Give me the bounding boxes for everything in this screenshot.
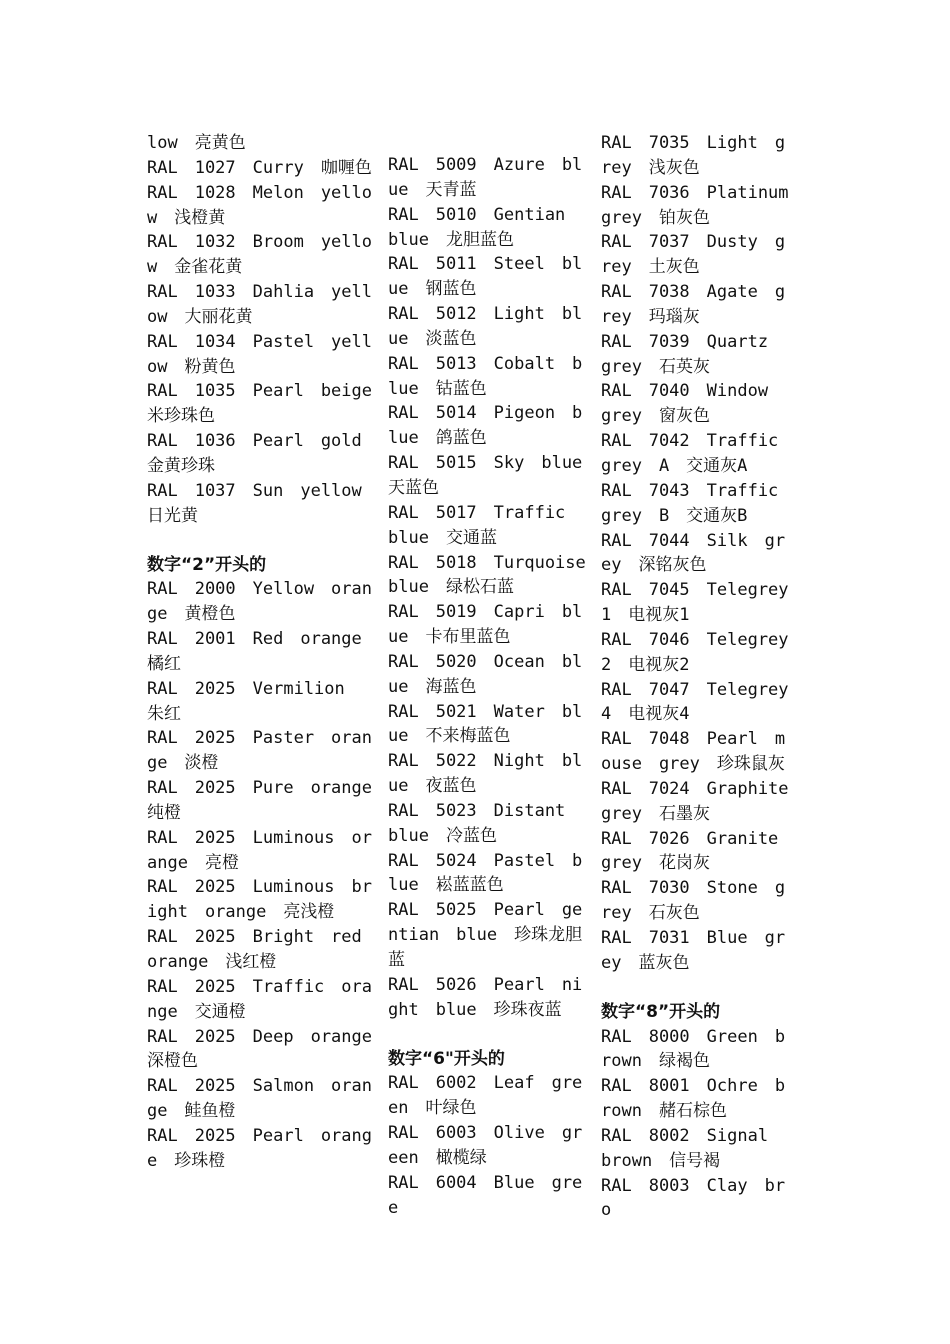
color-entry: RAL 6002 Leaf green 叶绿色 xyxy=(388,1073,583,1119)
color-entry: RAL 5009 Azure blue 天青蓝 xyxy=(388,155,583,200)
color-entry: RAL 2025 Traffic orange 交通橙 xyxy=(147,976,372,1022)
color-entry: RAL 2025 Deep orange 深橙色 xyxy=(147,1026,389,1072)
color-entry: RAL 7045 Telegrey 1 电视灰1 xyxy=(601,580,806,626)
color-entry: RAL 7040 Window grey 窗灰色 xyxy=(601,381,786,427)
color-entry: RAL 2025 Pure orange 纯橙 xyxy=(147,778,389,823)
color-entry: RAL 7038 Agate grey 玛瑙灰 xyxy=(601,282,786,327)
color-entry: RAL 7037 Dusty grey 土灰色 xyxy=(601,232,786,278)
color-entry: RAL 2025 Salmon orange 鲑鱼橙 xyxy=(147,1076,372,1122)
color-entry: RAL 8003 Clay bro xyxy=(601,1175,786,1221)
color-entry: RAL 5015 Sky blue 天蓝色 xyxy=(388,453,600,498)
color-entry: RAL 8000 Green brown 绿褐色 xyxy=(601,1026,786,1072)
color-entry: RAL 7047 Telegrey 4 电视灰4 xyxy=(601,679,806,725)
color-entry: RAL 1037 Sun yellow 日光黄 xyxy=(147,480,379,526)
color-entry: RAL 6003 Olive green 橄榄绿 xyxy=(388,1123,583,1168)
color-entry: RAL 2025 Bright red orange 浅红橙 xyxy=(147,927,379,972)
color-entry: RAL 2025 Luminous orange 亮橙 xyxy=(147,827,372,873)
section-heading: 数字“2”开头的 xyxy=(147,554,267,575)
color-entry: RAL 5025 Pearl gentian blue 珍珠龙胆蓝 xyxy=(388,900,583,970)
color-entry: RAL 5013 Cobalt blue 钴蓝色 xyxy=(388,353,583,399)
color-entry: RAL 5010 Gentian blue 龙胆蓝色 xyxy=(388,204,583,250)
color-entry: RAL 1033 Dahlia yellow 大丽花黄 xyxy=(147,282,372,327)
color-entry: RAL 5017 Traffic blue 交通蓝 xyxy=(388,502,583,548)
color-entry: RAL 7043 Traffic grey B 交通灰B xyxy=(601,480,796,526)
column-1 xyxy=(147,131,389,1174)
color-entry: RAL 1032 Broom yellow 金雀花黄 xyxy=(147,232,372,278)
color-entry: RAL 7048 Pearl mouse grey 珍珠鼠灰 xyxy=(601,729,786,775)
color-entry: RAL 5023 Distant blue 冷蓝色 xyxy=(388,800,583,846)
color-entry: RAL 7036 Platinum grey 铂灰色 xyxy=(601,182,806,228)
color-entry: RAL 1035 Pearl beige 米珍珠色 xyxy=(147,381,389,427)
color-entry: RAL 5026 Pearl night blue 珍珠夜蓝 xyxy=(388,974,583,1020)
color-entry: RAL 8002 Signal brown 信号褐 xyxy=(601,1125,786,1171)
color-entry: RAL 2025 Luminous bright orange 亮浅橙 xyxy=(147,877,372,923)
color-entry: RAL 5022 Night blue 夜蓝色 xyxy=(388,751,583,797)
color-entry: RAL 1034 Pastel yellow 粉黄色 xyxy=(147,331,372,377)
section-heading: 数字“6"开头的 xyxy=(388,1048,505,1069)
color-entry: RAL 7024 Graphite grey 石墨灰 xyxy=(601,778,806,824)
color-entry: RAL 6004 Blue gree xyxy=(388,1172,583,1218)
color-entry: RAL 7042 Traffic grey A 交通灰A xyxy=(601,431,796,476)
color-entry: RAL 7030 Stone grey 石灰色 xyxy=(601,878,786,924)
color-entry: RAL 5014 Pigeon blue 鸽蓝色 xyxy=(388,403,583,449)
color-entry: RAL 5012 Light blue 淡蓝色 xyxy=(388,304,583,349)
color-entry: RAL 5020 Ocean blue 海蓝色 xyxy=(388,651,583,697)
color-entry: RAL 5011 Steel blue 钢蓝色 xyxy=(388,254,583,300)
color-entry: RAL 1036 Pearl gold 金黄珍珠 xyxy=(147,431,379,476)
color-entry: RAL 2025 Paster orange 淡橙 xyxy=(147,728,372,774)
color-entry: RAL 5018 Turquoise blue 绿松石蓝 xyxy=(388,552,603,598)
color-entry: RAL 8001 Ochre brown 赭石棕色 xyxy=(601,1076,786,1122)
color-entry: RAL 7026 Granite grey 花岗灰 xyxy=(601,828,796,874)
section-heading: 数字“8”开头的 xyxy=(601,1001,721,1022)
column-2 xyxy=(388,153,603,1220)
color-entry: RAL 5021 Water blue 不来梅蓝色 xyxy=(388,701,583,747)
color-entry: RAL 7044 Silk grey 深铭灰色 xyxy=(601,530,786,576)
color-entry: RAL 7046 Telegrey 2 电视灰2 xyxy=(601,629,806,675)
color-entry: RAL 2025 Pearl orange 珍珠橙 xyxy=(147,1125,372,1171)
color-entry: RAL 5024 Pastel blue 崧蓝蓝色 xyxy=(388,850,583,896)
color-entry: RAL 7031 Blue grey 蓝灰色 xyxy=(601,928,786,973)
color-entry: RAL 7039 Quartz grey 石英灰 xyxy=(601,331,786,377)
color-entry: RAL 7035 Light grey 浅灰色 xyxy=(601,133,786,178)
color-entry: RAL 2001 Red orange 橘红 xyxy=(147,629,379,674)
color-entry: RAL 2025 Vermilion 朱红 xyxy=(147,678,362,724)
color-entry: RAL 1027 Curry 咖喱色 xyxy=(147,157,372,178)
column-3 xyxy=(601,131,806,1223)
color-entry: RAL 1028 Melon yellow 浅橙黄 xyxy=(147,182,372,228)
color-entry: RAL 5019 Capri blue 卡布里蓝色 xyxy=(388,602,583,648)
color-entry: low 亮黄色 xyxy=(147,133,246,153)
color-entry: RAL 2000 Yellow orange 黄橙色 xyxy=(147,579,372,625)
